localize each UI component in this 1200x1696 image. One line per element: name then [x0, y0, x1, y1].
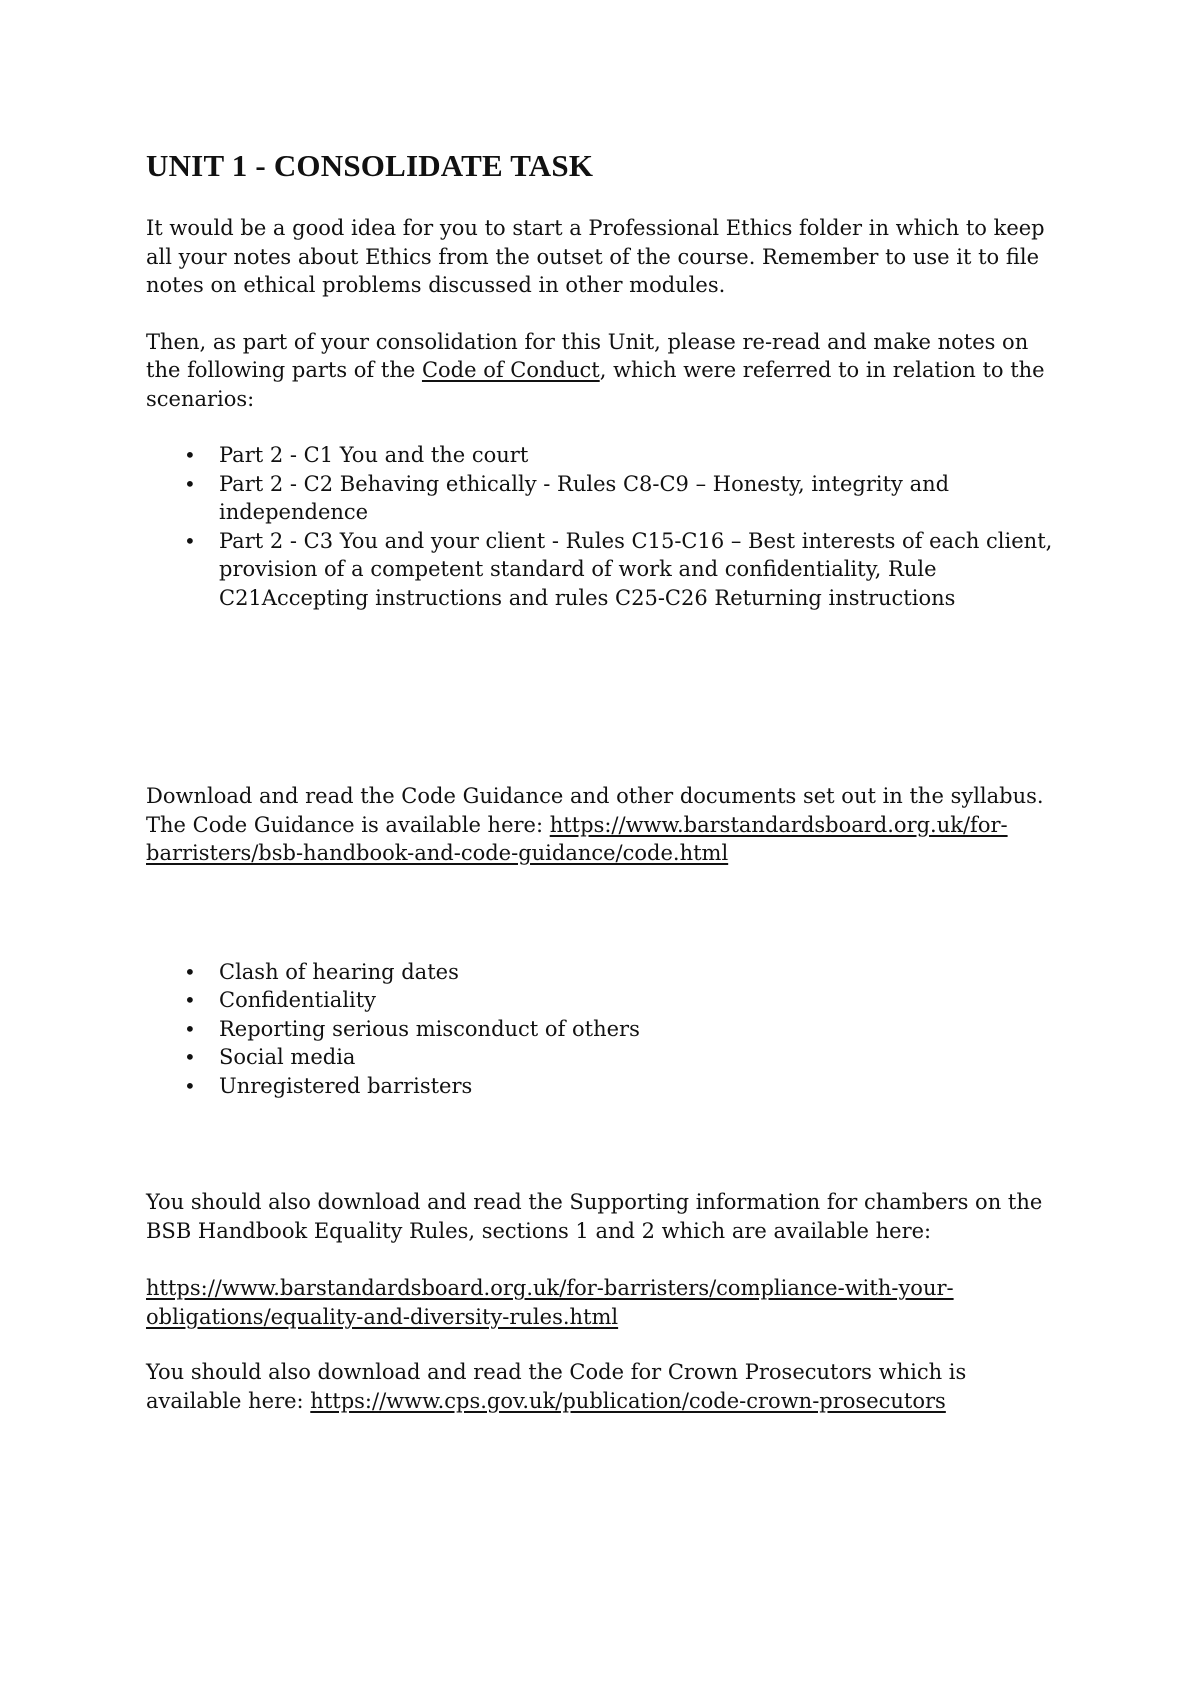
equality-link-paragraph	[146, 1274, 1066, 1331]
intro-paragraph: It would be a good idea for you to start a Professional Ethics folder in which to keep all your notes about Ethics from the outset of the course. Remember to use it to file notes on ethical problems discussed in other modules.	[146, 216, 1045, 297]
code-part-item: • Part 2 - C1 You and the court	[146, 441, 1066, 470]
code-part-item: • Part 2 - C2 Behaving ethically - Rules C8-C9 – Honesty, integrity and independence	[146, 470, 1066, 527]
code-part-item: • Part 2 - C3 You and your client - Rules C15-C16 – Best interests of each client, provision of a competent standard of work and confidentiality, Rule C21Accepting instructions and rules C25-C26 Returning instructions	[146, 527, 1066, 613]
crown-text: You should also download and read the Code for Crown Prosecutors which is available here:	[146, 1360, 967, 1413]
topics-list	[146, 958, 1066, 1101]
code-of-conduct-link[interactable]: Code of Conduct	[421, 358, 600, 382]
topic-item: • Reporting serious misconduct of others	[146, 1015, 1066, 1044]
topic-item: • Confidentiality	[146, 986, 1066, 1015]
guidance-text: Download and read the Code Guidance and other documents set out in the syllabus. The Code Guidance is available here:	[146, 784, 1044, 837]
document-content	[146, 146, 1066, 1415]
code-guidance-link[interactable]: https://www.barstandardsboard.org.uk/for-barristers/bsb-handbook-and-code-guidance/code.html	[146, 812, 1008, 865]
consolidation-paragraph	[146, 328, 1066, 414]
equality-rules-link[interactable]: https://www.barstandardsboard.org.uk/for-barristers/compliance-with-your-obligations/equality-and-diversity-rules.html	[146, 1276, 954, 1329]
guidance-paragraph	[146, 782, 1066, 868]
crown-prosecutors-link[interactable]: https://www.cps.gov.uk/publication/code-crown-prosecutors	[310, 1388, 946, 1413]
topic-item: • Unregistered barristers	[146, 1072, 1066, 1101]
crown-paragraph	[146, 1358, 1066, 1415]
topic-item: • Clash of hearing dates	[146, 958, 1066, 987]
equality-paragraph: You should also download and read the Supporting information for chambers on the BSB Handbook Equality Rules, sections 1 and 2 which are available here:	[146, 1190, 1043, 1243]
consolidation-text-before: Then, as part of your consolidation for this Unit, please re-read and make notes on the following parts of the	[146, 329, 1029, 382]
topic-item: • Social media	[146, 1043, 1066, 1072]
consolidation-text-after: , which were referred to in relation to the scenarios:	[146, 358, 1045, 411]
page-title: UNIT 1 - CONSOLIDATE TASK	[146, 148, 594, 183]
code-parts-list	[146, 441, 1066, 612]
